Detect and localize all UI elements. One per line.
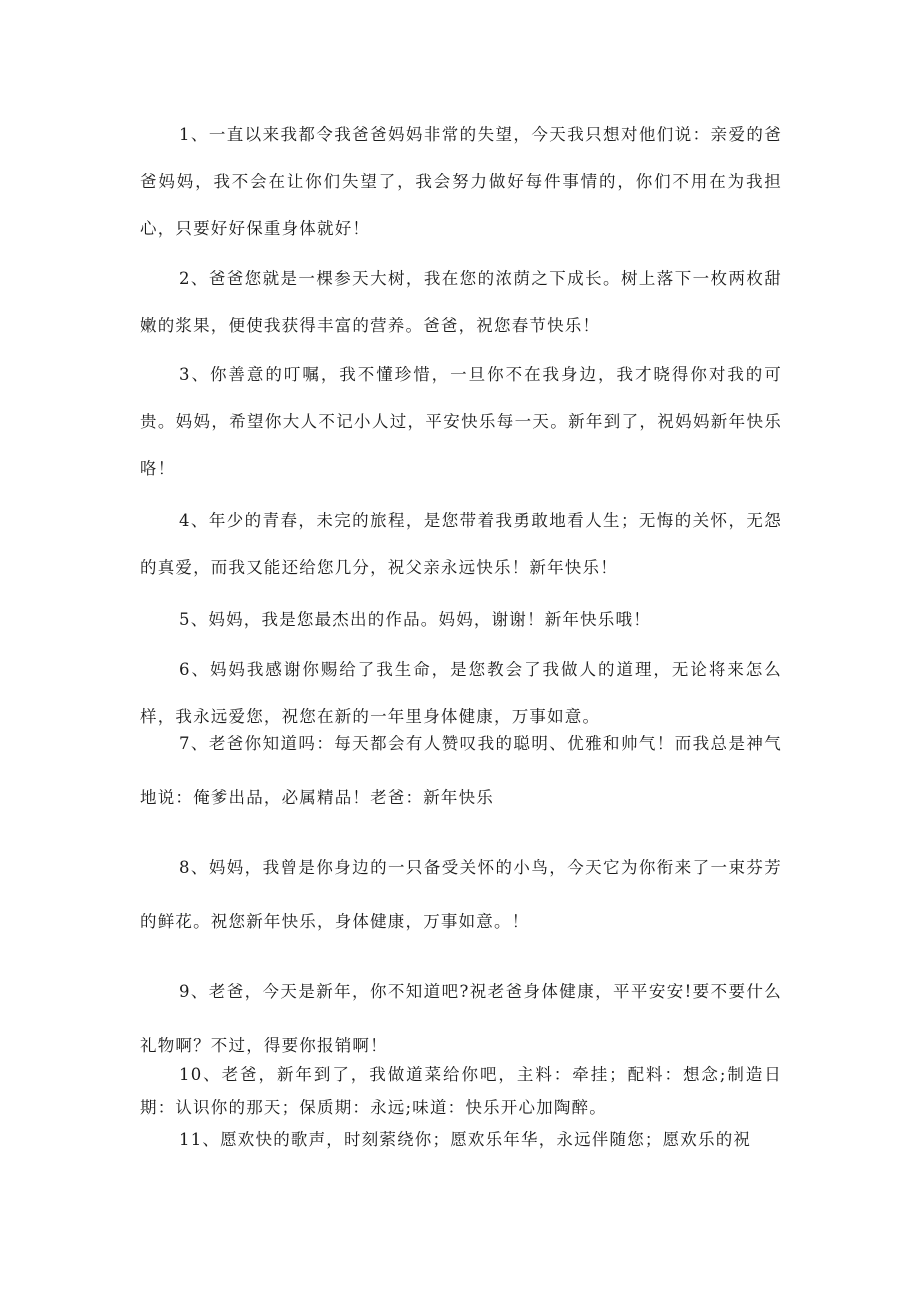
paragraph-7: 7、老爸你知道吗：每天都会有人赞叹我的聪明、优雅和帅气！而我总是神气地说：俺爹出品，必属精品！老爸：新年快乐 [140, 734, 782, 807]
paragraph-1: 1、一直以来我都令我爸爸妈妈非常的失望，今天我只想对他们说：亲爱的爸爸妈妈，我不会在让你们失望了，我会努力做好每件事情的，你们不用在为我担心，只要好好保重身体就好！ [140, 125, 782, 238]
paragraph-11: 11、愿欢快的歌声，时刻萦绕你；愿欢乐年华，永远伴随您；愿欢乐的祝 [179, 1130, 752, 1149]
paragraph-6: 6、妈妈我感谢你赐给了我生命，是您教会了我做人的道理，无论将来怎么样，我永远爱您，祝您在新的一年里身体健康，万事如意。 [140, 660, 782, 726]
paragraph-9: 9、老爸，今天是新年，你不知道吧?祝老爸身体健康，平平安安!要不要什么礼物啊？不过，得要你报销啊！ [140, 982, 782, 1055]
paragraph-3: 3、你善意的叮嘱，我不懂珍惜，一旦你不在我身边，我才晓得你对我的可贵。妈妈，希望你大人不记小人过，平安快乐每一天。新年到了，祝妈妈新年快乐咯！ [140, 365, 782, 478]
paragraph-8: 8、妈妈，我曾是你身边的一只备受关怀的小鸟，今天它为你衔来了一束芬芳的鲜花。祝您新年快乐，身体健康，万事如意。！ [140, 858, 782, 931]
paragraph-4: 4、年少的青春，未完的旅程，是您带着我勇敢地看人生；无悔的关怀，无怨的真爱，而我又能还给您几分，祝父亲永远快乐！新年快乐！ [140, 511, 782, 577]
paragraph-2: 2、爸爸您就是一棵参天大树，我在您的浓荫之下成长。树上落下一枚两枚甜嫩的浆果，便使我获得丰富的营养。爸爸，祝您春节快乐！ [140, 269, 782, 335]
paragraph-10: 10、老爸，新年到了，我做道菜给你吧，主料：牵挂；配料：想念;制造日期：认识你的那天；保质期：永远;味道：快乐开心加陶醉。 [140, 1065, 782, 1117]
paragraph-5: 5、妈妈，我是您最杰出的作品。妈妈，谢谢！新年快乐哦！ [179, 610, 651, 629]
